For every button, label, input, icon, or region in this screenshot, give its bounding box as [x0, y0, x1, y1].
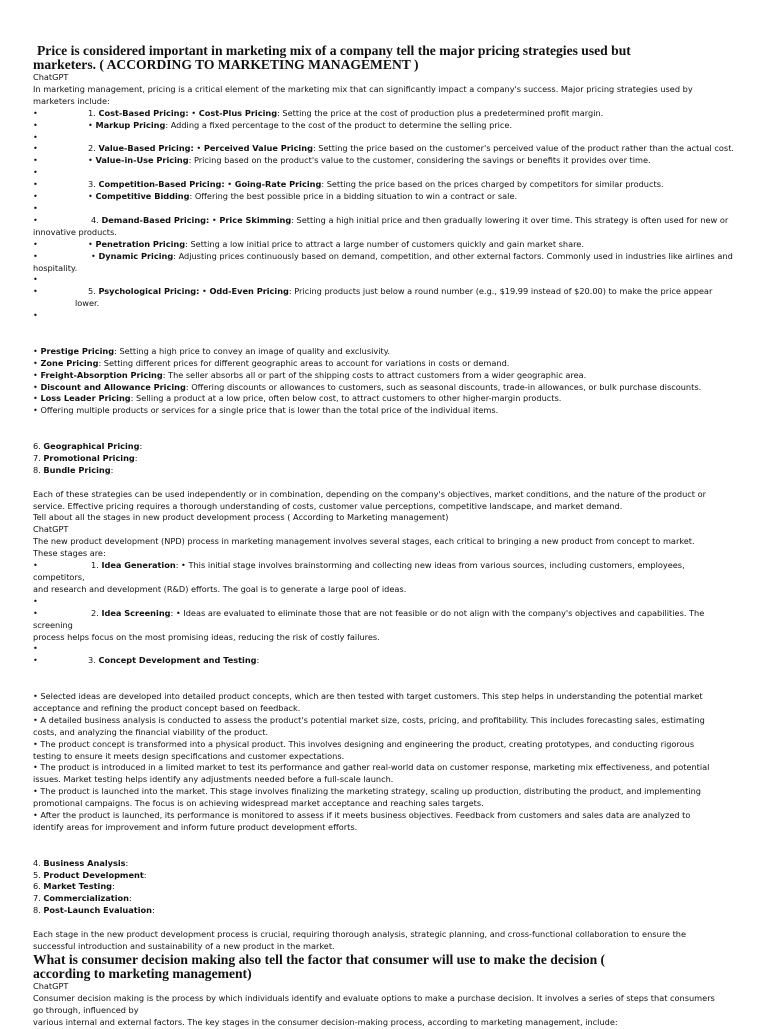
- numbered-item: 8. Bundle Pricing:: [33, 464, 114, 475]
- list-item: • • Competitive Bidding: Offering the best possible price in a bidding situation to win a contract or sale.: [33, 191, 518, 202]
- list-item: • Prestige Pricing: Setting a high price to convey an image of quality and exclusivity.: [33, 345, 391, 356]
- list-item: • 2. Value-Based Pricing: • Perceived Value Pricing: Setting the price based on the customer's perceived value of the product rather than the actual cost.: [33, 143, 735, 154]
- speaker-label: ChatGPT: [33, 72, 69, 82]
- list-item: • 1. Cost-Based Pricing: • Cost-Plus Pricing: Setting the price at the cost of production plus a predetermined profit margin.: [33, 107, 604, 118]
- list-item: • 2. Idea Screening: • Ideas are evaluated to eliminate those that are not feasible or do not align with the company's objectives and capabilities. The screening process helps focus on the most promising ideas, reducing the risk of costly failures.: [33, 607, 705, 642]
- list-item: •: [33, 202, 38, 213]
- list-item: • • Markup Pricing: Adding a fixed percentage to the cost of the product to determine the selling price.: [33, 119, 513, 130]
- list-item: • The product is introduced in a limited market to test its performance and gather real-world data on customer response, marketing mix effectiveness, and potential issues. Market testing helps identify any adjustments needed before a full-scale launch.: [33, 762, 710, 785]
- numbered-item: 6. Geographical Pricing:: [33, 441, 143, 452]
- document-page: [33, 44, 735, 1029]
- section-heading-pricing: Price is considered important in marketing mix of a company tell the major pricing strategies used but marketers. ( ACCORDING TO MARKETING MANAGEMENT ): [33, 43, 631, 72]
- list-item: •: [33, 643, 38, 654]
- list-item: • • Penetration Pricing: Setting a low initial price to attract a large number of customers quickly and gain market share.: [33, 238, 584, 249]
- paragraph: Consumer decision making is the process by which individuals identify and evaluate options to make a purchase decision. It involves a series of steps that consumers go through, influenced by various internal and external factors. The key stages in the consumer decision-making process, according to marketing management, include:: [33, 992, 715, 1027]
- list-item: •: [33, 595, 38, 606]
- list-item: • Discount and Allowance Pricing: Offering discounts or allowances to customers, such as seasonal discounts, trade-in allowances, or bulk purchase discounts.: [33, 381, 702, 392]
- numbered-item: 6. Market Testing:: [33, 881, 115, 892]
- list-item: • The product is launched into the market. This stage involves finalizing the marketing strategy, scaling up production, distributing the product, and implementing promotional campaigns. The focus is on achieving widespread market acceptance and reaching sales targets.: [33, 786, 701, 809]
- paragraph: In marketing management, pricing is a critical element of the marketing mix that can significantly impact a company's success. Major pricing strategies used by marketers include:: [33, 83, 693, 106]
- list-item: •: [33, 167, 38, 178]
- list-item: •: [33, 274, 38, 285]
- numbered-item: 8. Post-Launch Evaluation:: [33, 905, 155, 916]
- numbered-item: 5. Product Development:: [33, 869, 147, 880]
- list-item: •: [33, 310, 38, 321]
- list-item: • 5. Psychological Pricing: • Odd-Even Pricing: Pricing products just below a round number (e.g., $19.99 instead of $20.00) to make the price appear lower.: [33, 286, 713, 309]
- question-text: Tell about all the stages in new product development process ( According to Marketing management): [33, 512, 449, 523]
- list-item: • Freight-Absorption Pricing: The seller absorbs all or part of the shipping costs to attract customers from a wider geographic area.: [33, 369, 587, 380]
- list-item: • 3. Competition-Based Pricing: • Going-Rate Pricing: Setting the price based on the prices charged by competitors for similar products.: [33, 179, 664, 190]
- speaker-label: ChatGPT: [33, 980, 69, 991]
- list-item: • Zone Pricing: Setting different prices for different geographic areas to account for variations in costs or demand.: [33, 357, 510, 368]
- list-item: • After the product is launched, its performance is monitored to assess if it meets business objectives. Feedback from customers and sales data are analyzed to identify areas for improvement and inform future product development efforts.: [33, 810, 691, 832]
- list-item: • • Dynamic Pricing: Adjusting prices continuously based on demand, competition, and other external factors. Commonly used in industries like airlines and hospitality.: [33, 250, 733, 273]
- list-item: • A detailed business analysis is conducted to assess the product's potential market size, costs, pricing, and profitability. This includes forecasting sales, estimating costs, and analyzing the financial viability of the product.: [33, 714, 705, 737]
- paragraph: Each of these strategies can be used independently or in combination, depending on the company's objectives, market conditions, and the nature of the product or service. Effective pricing requires a thorough understanding of costs, customer value perceptions, competitive landscape, and market demand.: [33, 488, 706, 511]
- list-item: • 4. Demand-Based Pricing: • Price Skimming: Setting a high initial price and then gradually lowering it over time. This strategy is often used for new or innovative products.: [33, 214, 729, 237]
- list-item: • • Value-in-Use Pricing: Pricing based on the product's value to the customer, considering the savings or benefits it provides over time.: [33, 155, 651, 166]
- list-item: • Loss Leader Pricing: Selling a product at a low price, often below cost, to attract customers to other higher-margin products.: [33, 393, 562, 404]
- numbered-item: 4. Business Analysis:: [33, 857, 129, 868]
- numbered-item: 7. Commercialization:: [33, 893, 132, 904]
- section-heading-consumer-decision: What is consumer decision making also tell the factor that consumer will use to make the decision ( according to marketing management): [33, 951, 606, 981]
- list-item: •: [33, 131, 38, 142]
- list-item: • The product concept is transformed into a physical product. This involves designing and engineering the product, creating prototypes, and conducting rigorous testing to ensure it meets design specifications and customer expectations.: [33, 738, 695, 761]
- list-item: • Offering multiple products or services for a single price that is lower than the total price of the individual items.: [33, 405, 499, 416]
- list-item: • 3. Concept Development and Testing:: [33, 655, 260, 666]
- paragraph: Each stage in the new product development process is crucial, requiring thorough analysis, strategic planning, and cross-functional collaboration to ensure the successful introduction and sustainability of a new product in the market.: [33, 929, 687, 951]
- speaker-label: ChatGPT: [33, 524, 69, 535]
- list-item: • Selected ideas are developed into detailed product concepts, which are then tested with target customers. This step helps in understanding the potential market acceptance and refining the product concept based on feedback.: [33, 691, 703, 713]
- list-item: • 1. Idea Generation: • This initial stage involves brainstorming and collecting new ideas from various sources, including customers, employees, competitors, and research and development (R&D) efforts. The goal is to generate a large pool of ideas.: [33, 560, 685, 594]
- numbered-item: 7. Promotional Pricing:: [33, 452, 138, 463]
- paragraph: The new product development (NPD) process in marketing management involves several stages, each critical to bringing a new product from concept to market. These stages are:: [33, 536, 695, 559]
